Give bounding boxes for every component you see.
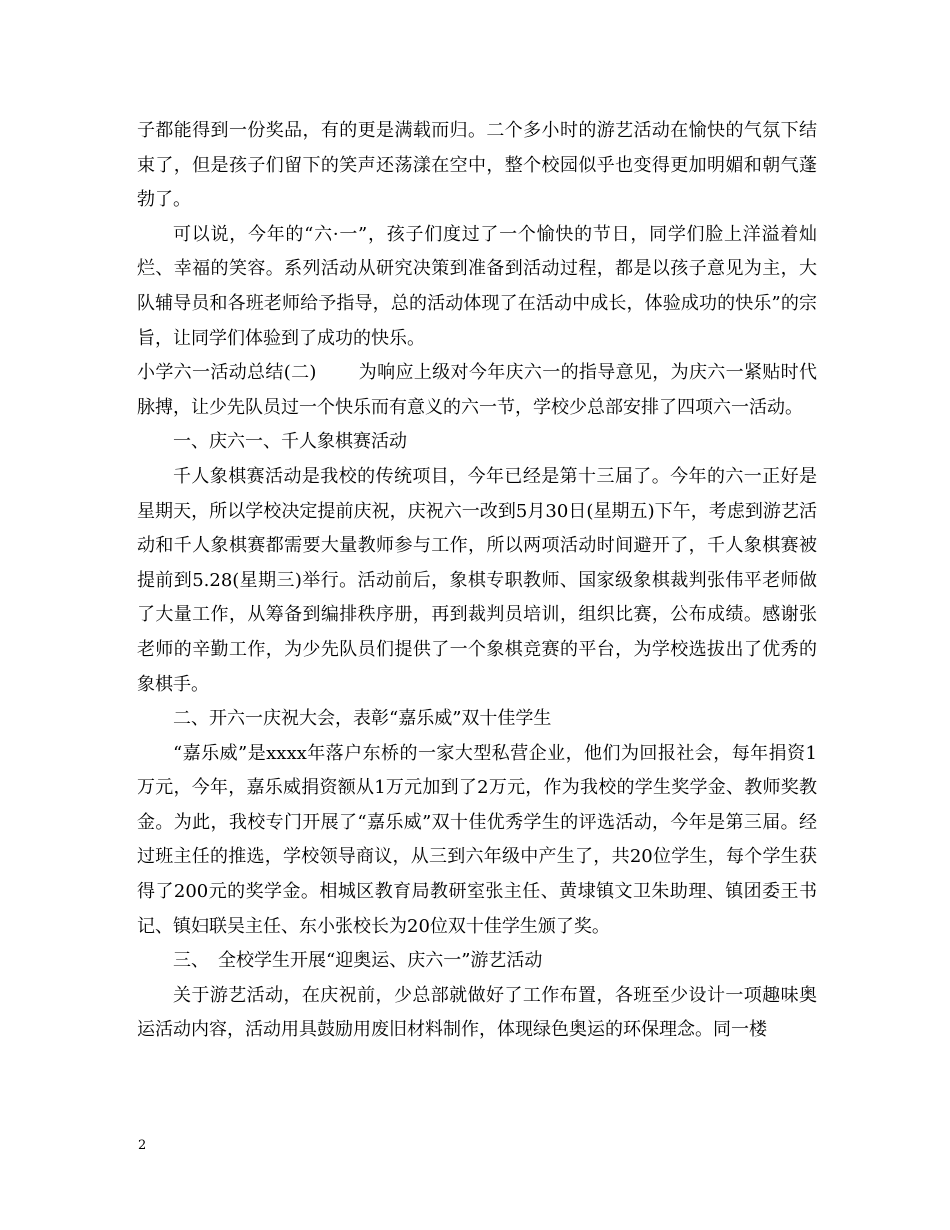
subheading: 三、 全校学生开展“迎奥运、庆六一”游艺活动	[173, 950, 543, 972]
paragraph: 可以说，今年的“六·一”，孩子们度过了一个愉快的节日，同学们脸上洋溢着灿烂、幸福的笑容。系列活动从研究决策到准备到活动过程，都是以孩子意见为主，大队辅导员和各班老师给予指导，总的活动体现了在活动中成长，体验成功的快乐”的宗旨，让同学们体验到了成功的快乐。	[137, 223, 817, 349]
subheading: 一、庆六一、千人象棋赛活动	[173, 431, 407, 453]
paragraph: 千人象棋赛活动是我校的传统项目，今年已经是第十三届了。今年的六一正好是星期天，所以学校决定提前庆祝，庆祝六一改到5月30日(星期五)下午，考虑到游艺活动和千人象棋赛都需要大量教师参与工作，所以两项活动时间避开了，千人象棋赛被提前到5.28(星期三)举行。活动前后，象棋专职教师、国家级象棋裁判张伟平老师做了大量工作，从筹备到编排秩序册，再到裁判员培训，组织比赛，公布成绩。感谢张老师的辛勤工作，为少先队员们提供了一个象棋竞赛的平台，为学校选拔出了优秀的象棋手。	[137, 465, 817, 695]
paragraph	[137, 356, 817, 425]
paragraph: “嘉乐威”是xxxx年落户东桥的一家大型私营企业，他们为回报社会，每年捐资1万元，今年，嘉乐威捐资额从1万元加到了2万元，作为我校的学生奖学金、教师奖教金。为此，我校专门开展了“嘉乐威”双十佳优秀学生的评选活动，今年是第三届。经过班主任的推选，学校领导商议，从三到六年级中产生了，共20位学生，每个学生获得了200元的奖学金。相城区教育局教研室张主任、黄埭镇文卫朱助理、镇团委王书记、镇妇联吴主任、东小张校长为20位双十佳学生颁了奖。	[137, 742, 817, 937]
page-number: 2	[138, 1138, 147, 1153]
paragraph: 子都能得到一份奖品，有的更是满载而归。二个多小时的游艺活动在愉快的气氛下结束了，但是孩子们留下的笑声还荡漾在空中，整个校园似乎也变得更加明媚和朝气蓬勃了。	[137, 120, 817, 211]
subheading: 二、开六一庆祝大会，表彰“嘉乐威”双十佳学生	[173, 708, 552, 730]
section-heading: 小学六一活动总结(二)	[137, 362, 317, 384]
document-body	[137, 114, 817, 1048]
paragraph-text: 为响应上级对今年庆六一的指导意见，为庆六一紧贴时代脉搏，让少先队员过一个快乐而有意义的六一节，学校少总部安排了四项六一活动。	[137, 362, 818, 418]
paragraph: 关于游艺活动，在庆祝前，少总部就做好了工作布置，各班至少设计一项趣味奥运活动内容，活动用具鼓励用废旧材料制作，体现绿色奥运的环保理念。同一楼	[137, 984, 817, 1041]
